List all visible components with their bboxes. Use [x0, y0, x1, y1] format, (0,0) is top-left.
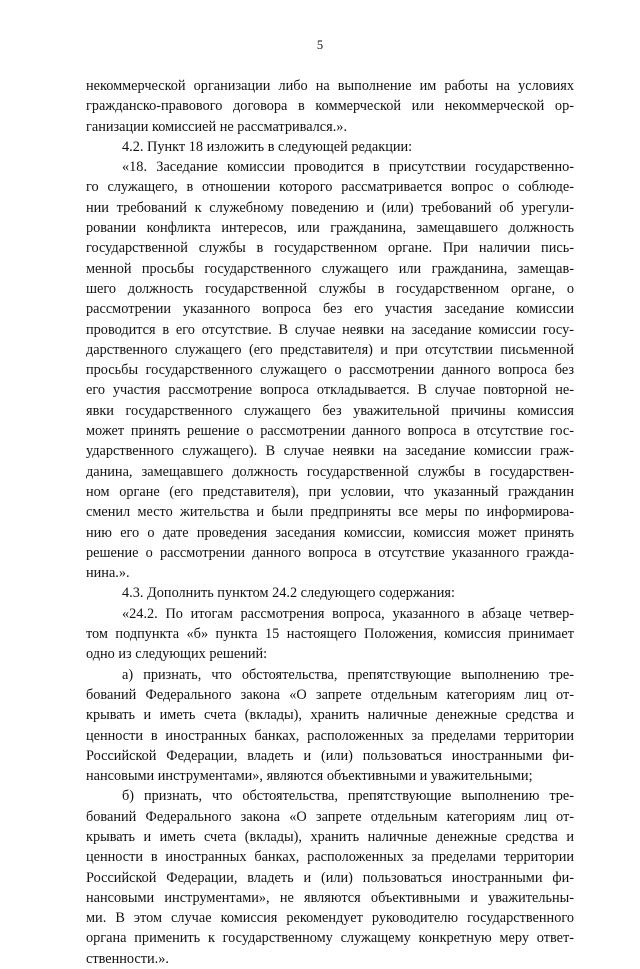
text-line: дарственного служащего (его представителя) и при отсутствии письменной [86, 341, 574, 358]
text-line: нина.». [86, 565, 130, 582]
text-line: рассмотрении указанного вопроса без его участия заседание комиссии [86, 301, 574, 318]
text-line: ударственного служащего). В случае неявки на заседание комиссии граж- [86, 443, 574, 460]
text-line: органа применить к государственному служащему конкретную меру ответ- [86, 930, 574, 947]
text-line: «24.2. По итогам рассмотрения вопроса, указанного в абзаце четвер- [122, 605, 574, 622]
text-line: нии требований к служебному поведению и (или) требований об урегули- [86, 199, 574, 216]
text-line: его участия рассмотрение вопроса откладывается. В случае повторной не- [86, 382, 574, 399]
text-line: бований Федерального закона «О запрете отдельным категориям лиц от- [86, 808, 574, 825]
text-line: бований Федерального закона «О запрете отдельным категориям лиц от- [86, 686, 574, 703]
text-line: шего должность государственной службы в государственном органе, о [86, 280, 574, 297]
text-line: нию его о дате проведения заседания комиссии, комиссия может принять [86, 524, 574, 541]
text-line: го служащего, в отношении которого рассматривается вопрос о соблюде- [86, 179, 574, 196]
text-line: 4.2. Пункт 18 изложить в следующей редакции: [122, 138, 413, 155]
text-line: ми. В этом случае комиссия рекомендует руководителю государственного [86, 910, 574, 927]
text-line: одно из следующих решений: [86, 646, 268, 663]
text-line: государственной службы в государственном органе. При наличии пись- [86, 240, 574, 257]
body-text [86, 76, 574, 969]
text-line: ственности.». [86, 950, 169, 967]
text-line: явки государственного служащего без уважительной причины комиссия [86, 402, 574, 419]
text-line: ном органе (его представителя), при условии, что указанный гражданин [86, 483, 574, 500]
text-line: ценности в иностранных банках, расположенных за пределами территории [86, 727, 574, 744]
text-line: может принять решение о рассмотрении данного вопроса в отсутствие гос- [86, 423, 574, 440]
text-line: а) признать, что обстоятельства, препятствующие выполнению тре- [122, 666, 574, 683]
text-line: сменил место жительства и были предприняты все меры по информирова- [86, 504, 574, 521]
page-number: 5 [316, 38, 324, 52]
text-line: Российской Федерации, владеть и (или) пользоваться иностранными фи- [86, 747, 574, 764]
text-line: ганизации комиссией не рассматривался.». [86, 118, 348, 135]
text-line: 4.3. Дополнить пунктом 24.2 следующего содержания: [122, 585, 455, 602]
text-line: «18. Заседание комиссии проводится в присутствии государственно- [122, 159, 574, 176]
text-line: проводится в его отсутствие. В случае неявки на заседание комиссии госу- [86, 321, 574, 338]
text-line: крывать и иметь счета (вклады), хранить наличные денежные средства и [86, 707, 574, 724]
text-line: решение о рассмотрении данного вопроса в отсутствие указанного гражда- [86, 544, 574, 561]
text-line: нансовыми инструментами», не являются объективными и уважительны- [86, 889, 574, 906]
text-line: данина, замещавшего должность государственной службы в государствен- [86, 463, 574, 480]
text-line: ровании конфликта интересов, или гражданина, замещавшего должность [86, 220, 574, 237]
text-line: просьбы государственного служащего о рассмотрении данного вопроса без [86, 362, 574, 379]
text-line: Российской Федерации, владеть и (или) пользоваться иностранными фи- [86, 869, 574, 886]
text-line: некоммерческой организации либо на выполнение им работы на условиях [86, 78, 574, 94]
text-line: нансовыми инструментами», являются объективными и уважительными; [86, 768, 533, 785]
text-line: менной просьбы государственного служащего или гражданина, замещав- [86, 260, 574, 277]
text-line: ценности в иностранных банках, расположенных за пределами территории [86, 849, 574, 866]
text-line: б) признать, что обстоятельства, препятствующие выполнению тре- [122, 788, 574, 805]
text-line: том подпункта «б» пункта 15 настоящего Положения, комиссия принимает [86, 626, 574, 643]
text-line: крывать и иметь счета (вклады), хранить наличные денежные средства и [86, 828, 574, 845]
text-line: гражданско-правового договора в коммерческой или некоммерческой ор- [86, 98, 574, 115]
